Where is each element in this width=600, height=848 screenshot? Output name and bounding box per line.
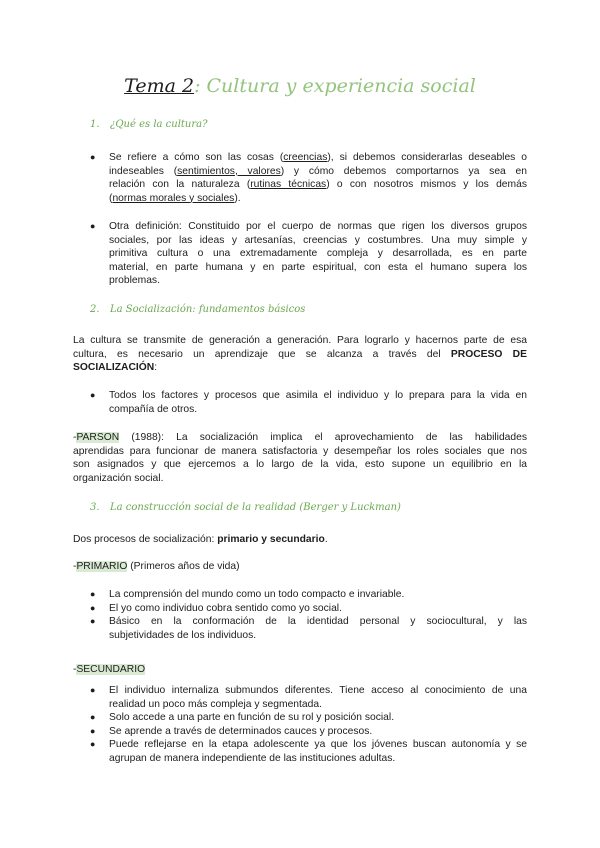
secondary-item: Se aprende a través de determinados cauces y procesos.	[109, 726, 373, 737]
section-3-title: La construcción social de la realidad (Berger y Luckman)	[110, 502, 401, 513]
primary-item: La comprensión del mundo como un todo compacto e invariable.	[109, 589, 405, 600]
section-2-title: La Socialización: fundamentos básicos	[110, 304, 306, 315]
secondary-label: -SECUNDARIO	[73, 664, 146, 675]
bullet-icon: ●	[90, 589, 96, 599]
primary-item: Básico en la conformación de la identidad personal y sociocultural, y las subjetividades de los individuos.	[109, 616, 527, 641]
section-2-number: 2.	[90, 304, 100, 315]
section-3-heading	[90, 501, 401, 515]
culture-definition-2: Otra definición: Constituido por el cuerpo de normas que rigen los diversos grupos sociales, por las ideas y artesanías, creencias y costumbres. Una muy simple y primitiva cultura o una extremadamente compleja y desarrollada, es en parte material, en parte humana y en parte espiritual, con esta el humano supera los problemas.	[109, 221, 527, 287]
bullet-icon: ●	[90, 739, 96, 749]
bullet-icon: ●	[90, 712, 96, 722]
socialization-bullet: Todos los factores y procesos que asimila el individuo y lo prepara para la vida en compañía de otros.	[109, 390, 527, 415]
section-1-heading	[90, 118, 207, 132]
culture-definition-1: Se refiere a cómo son las cosas (creencias), si debemos considerarlas deseables o indeseables (sentimientos, valores) y cómo debemos comportarnos ya sea en relación con la naturaleza (rutinas técnicas) o con nosotros mismos y los demás (normas morales y sociales).	[109, 152, 527, 204]
section-1-title: ¿Qué es la cultura?	[110, 119, 208, 130]
title-number: Tema 2	[124, 75, 195, 97]
secondary-item: El individuo internaliza submundos diferentes. Tiene acceso al conocimiento de una realidad un poco más compleja y segmentada.	[109, 685, 527, 710]
title-colon: :	[194, 75, 201, 97]
section-1-number: 1.	[90, 119, 100, 130]
section-2-heading	[90, 303, 305, 317]
bullet-icon: ●	[90, 390, 96, 400]
bullet-icon: ●	[90, 685, 96, 695]
secondary-item: Puede reflejarse en la etapa adolescente ya que los jóvenes buscan autonomía y se agrupan de manera independiente de las instituciones adultas.	[109, 739, 527, 764]
parson-paragraph: -PARSON (1988): La socialización implica el aprovechamiento de las habilidades aprendidas para funcionar de manera satisfactoria y desempeñar los roles sociales que nos son asignados y que ejercemos a lo largo de la vida, esto supone un equilibrio en la organización social.	[73, 432, 527, 484]
primary-label: -PRIMARIO (Primeros años de vida)	[73, 561, 240, 572]
section-3-number: 3.	[90, 502, 100, 513]
socialization-paragraph: La cultura se transmite de generación a generación. Para lograrlo y hacernos parte de esa cultura, es necesario un aprendizaje que se alcanza a través del PROCESO DE SOCIALIZACIÓN:	[73, 335, 527, 374]
bullet-icon: ●	[90, 221, 96, 231]
primary-item: El yo como individuo cobra sentido como yo social.	[109, 603, 342, 614]
title-subtitle: Cultura y experiencia social	[200, 75, 476, 97]
bullet-icon: ●	[90, 616, 96, 626]
page-title	[0, 74, 600, 98]
bullet-icon: ●	[90, 152, 96, 162]
secondary-item: Solo accede a una parte en función de su rol y posición social.	[109, 712, 395, 723]
bullet-icon: ●	[90, 603, 96, 613]
bullet-icon: ●	[90, 726, 96, 736]
socialization-types-intro: Dos procesos de socialización: primario y secundario.	[73, 534, 328, 545]
